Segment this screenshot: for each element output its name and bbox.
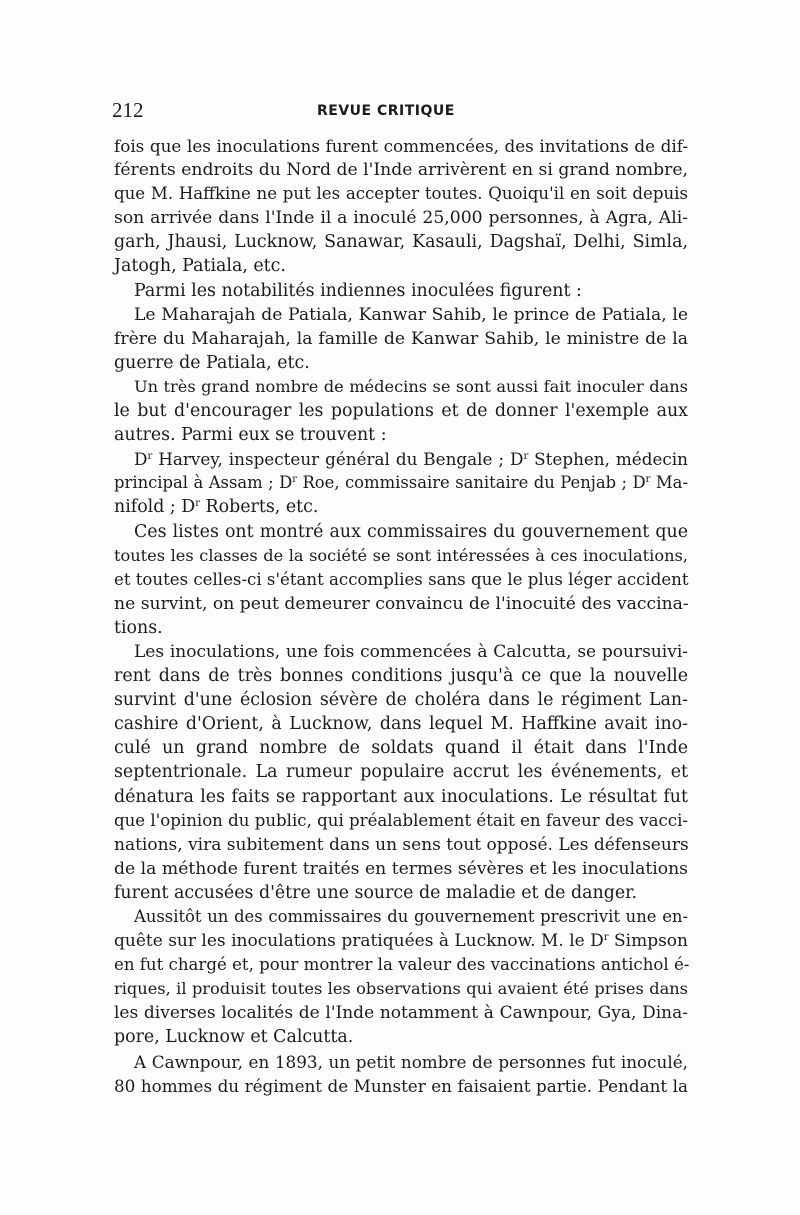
text-line: autres. Parmi eux se trouvent : xyxy=(114,425,387,446)
text-line: septentrionale. La rumeur populaire accrut les événements, et xyxy=(114,762,688,783)
text-line: que M. Haffkine ne put les accepter toutes. Quoiqu'il en soit depuis xyxy=(114,184,688,204)
text-line: le but d'encourager les populations et de donner l'exemple aux xyxy=(114,401,688,422)
text-line: rent dans de très bonnes conditions jusqu'à ce que la nouvelle xyxy=(114,666,688,687)
text-line: dénatura les faits se rapportant aux inoculations. Le résultat fut xyxy=(114,786,688,807)
text-line: de la méthode furent traités en termes sévères et les inoculations xyxy=(114,858,688,879)
text-line: Ces listes ont montré aux commissaires du gouvernement que xyxy=(134,521,688,542)
text-line: garh, Jhausi, Lucknow, Sanawar, Kasauli, Dagshaï, Delhi, Simla, xyxy=(114,232,688,253)
text-line: Le Maharajah de Patiala, Kanwar Sahib, le prince de Patiala, le xyxy=(134,304,688,325)
text-line: fois que les inoculations furent commencées, des invitations de dif- xyxy=(114,136,688,156)
text-line: A Cawnpour, en 1893, un petit nombre de personnes fut inoculé, xyxy=(134,1051,688,1072)
text-line: son arrivée dans l'Inde il a inoculé 25,000 personnes, à Agra, Ali- xyxy=(114,208,688,229)
text-line: toutes les classes de la société se sont intéressées à ces inoculations, xyxy=(114,545,688,565)
text-line: culé un grand nombre de soldats quand il était dans l'Inde xyxy=(114,738,688,759)
text-line: Un très grand nombre de médecins se sont aussi fait inoculer dans xyxy=(134,376,688,396)
page-number: 212 xyxy=(112,98,144,122)
body-text xyxy=(114,134,688,1098)
text-line: quête sur les inoculations pratiquées à Lucknow. M. le $D^r$ Simpson xyxy=(114,931,688,952)
text-line: 80 hommes du régiment de Munster en faisaient partie. Pendant la xyxy=(114,1075,688,1096)
running-title: REVUE CRITIQUE xyxy=(317,103,455,119)
text-line: pore, Lucknow et Calcutta. xyxy=(114,1027,354,1048)
text-line: nations, vira subitement dans un sens tout opposé. Les défenseurs xyxy=(114,834,689,855)
text-line: Aussitôt un des commissaires du gouvernement prescrivit une en- xyxy=(134,907,688,926)
text-line: férents endroits du Nord de l'Inde arrivèrent en si grand nombre, xyxy=(114,160,688,181)
text-line: guerre de Patiala, etc. xyxy=(114,352,310,373)
text-line: nifold ; $D^r$ Roberts, etc. xyxy=(114,497,319,518)
text-line: Les inoculations, une fois commencées à Calcutta, se poursuivi- xyxy=(134,641,688,662)
text-line: Jatogh, Patiala, etc. xyxy=(114,256,286,277)
text-line: riques, il produisit toutes les observations qui avaient été prises dans xyxy=(114,979,688,999)
text-line: cashire d'Orient, à Lucknow, dans lequel M. Haffkine avait ino- xyxy=(114,714,688,735)
text-line: que l'opinion du public, qui préalablement était en faveur des vacci- xyxy=(114,810,688,830)
text-line: frère du Maharajah, la famille de Kanwar Sahib, le ministre de la xyxy=(114,328,688,349)
text-line: $D^r$ Harvey, inspecteur général du Bengale ; $D^r$ Stephen, médecin xyxy=(134,449,688,470)
text-line: ne survint, on peut demeurer convaincu de l'inocuité des vaccina- xyxy=(114,593,689,614)
text-line: Parmi les notabilités indiennes inoculées figurent : xyxy=(134,280,582,301)
text-line: et toutes celles-ci s'étant accomplies sans que le plus léger accident xyxy=(114,569,689,589)
text-line: tions. xyxy=(114,617,163,638)
text-line: en fut chargé et, pour montrer la valeur des vaccinations antichol é- xyxy=(114,955,690,975)
text-line: survint d'une éclosion sévère de choléra dans le régiment Lan- xyxy=(114,690,688,711)
page-header xyxy=(112,98,692,126)
text-line: les diverses localités de l'Inde notamment à Cawnpour, Gya, Dina- xyxy=(114,1003,688,1024)
text-line: principal à Assam ; $D^r$ Roe, commissaire sanitaire du Penjab ; $D^r$ Ma- xyxy=(114,473,688,493)
text-line: furent accusées d'être une source de maladie et de danger. xyxy=(114,882,638,903)
